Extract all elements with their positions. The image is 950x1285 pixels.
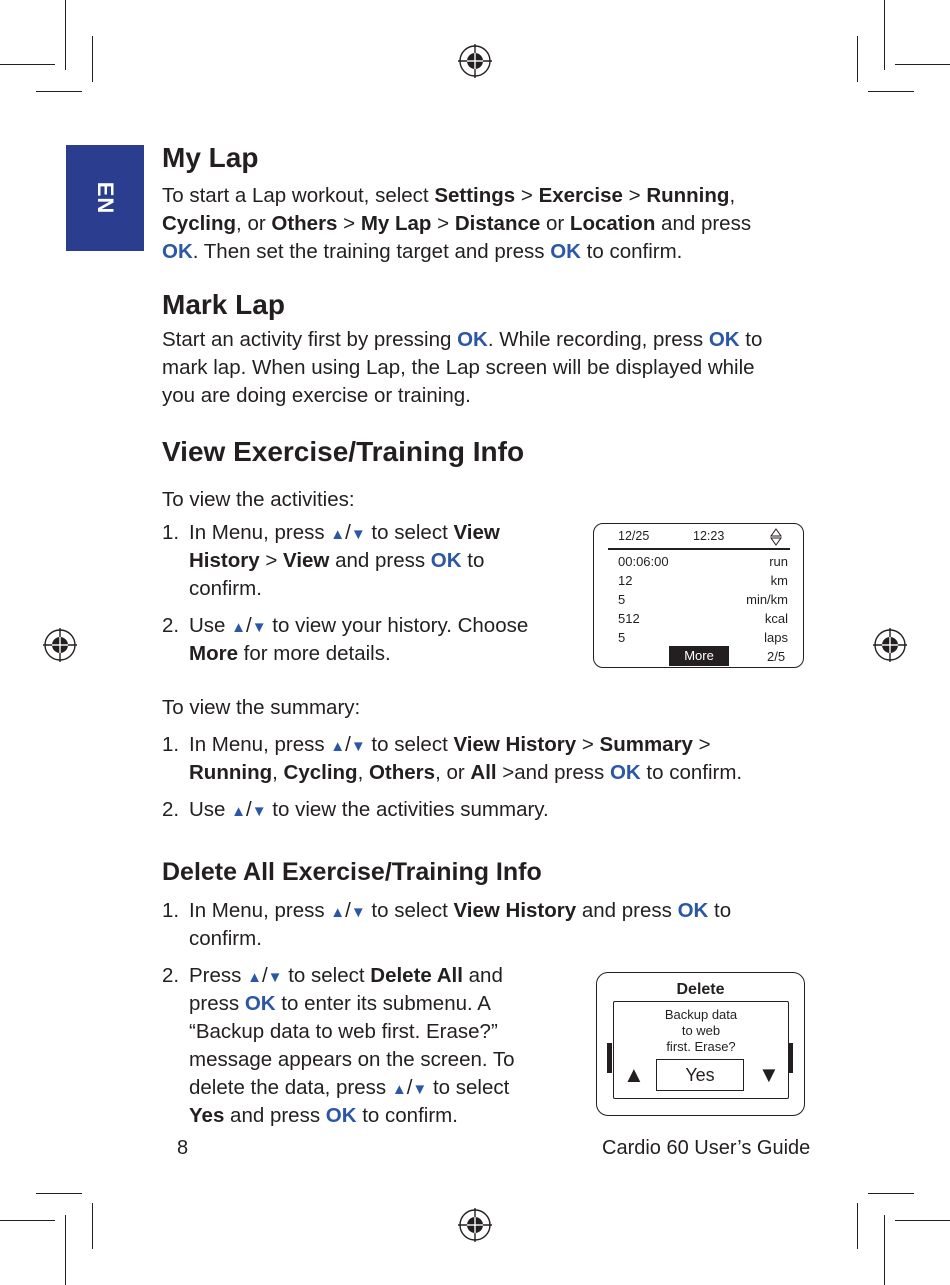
crop-mark: [895, 64, 950, 65]
screen-side-bar: [607, 1043, 612, 1073]
view-summary-intro: To view the summary:: [162, 696, 361, 719]
crop-mark: [65, 1215, 66, 1285]
down-arrow-icon[interactable]: ▼: [758, 1062, 780, 1087]
yes-button[interactable]: Yes: [656, 1059, 744, 1091]
registration-mark-icon: [43, 628, 77, 662]
history-device-screen: [593, 523, 804, 668]
crop-mark: [868, 1193, 914, 1194]
crop-mark: [0, 1220, 55, 1221]
page-number: 8: [177, 1137, 189, 1159]
crop-mark: [884, 0, 885, 70]
registration-mark-icon: [458, 1208, 492, 1242]
view-activities-intro: To view the activities:: [162, 488, 355, 511]
screen-row: 12 km: [618, 573, 788, 588]
list-item: 2. Use ▲/▼ to view your history. Choose More for more details.: [162, 614, 529, 665]
crop-mark: [857, 36, 858, 82]
delete-device-screen: [596, 972, 805, 1116]
scroll-arrows-icon: [770, 528, 782, 546]
crop-mark: [65, 0, 66, 70]
section-title-delete-info: Delete All Exercise/Training Info: [162, 858, 542, 886]
language-tab-label: EN: [93, 181, 118, 215]
screen-time: 12:23: [693, 529, 725, 543]
crop-mark: [92, 1203, 93, 1249]
screen-row: 512 kcal: [618, 611, 788, 626]
list-item: 2. Press ▲/▼ to select Delete All and press OK to enter its submenu. A “Backup data to web first. Erase?” message appears on the screen. To delete the data, press ▲/▼ to select Yes and press OK to confirm.: [162, 964, 515, 1127]
my-lap-line-1: To start a Lap workout, select Settings > Exercise > Running,: [162, 184, 736, 207]
crop-mark: [868, 91, 914, 92]
registration-mark-icon: [458, 44, 492, 78]
list-item: 1. In Menu, press ▲/▼ to select View History and press OK to confirm.: [162, 899, 732, 950]
screen-row: 5 min/km: [618, 592, 788, 607]
list-item: 2. Use ▲/▼ to view the activities summary.: [162, 798, 549, 821]
registration-mark-icon: [873, 628, 907, 662]
delete-screen-title: Delete: [676, 981, 725, 998]
section-title-my-lap: My Lap: [162, 142, 259, 173]
crop-mark: [36, 91, 82, 92]
mark-lap-line-2: mark lap. When using Lap, the Lap screen will be displayed while: [162, 356, 755, 379]
my-lap-line-2: Cycling, or Others > My Lap > Distance or Location and press: [162, 212, 752, 235]
guide-title: Cardio 60 User’s Guide: [602, 1137, 811, 1159]
my-lap-line-3: OK. Then set the training target and press OK to confirm.: [162, 240, 683, 263]
screen-divider: [608, 548, 790, 550]
list-item: 1. In Menu, press ▲/▼ to select View History > View and press OK to confirm.: [162, 521, 500, 600]
mark-lap-line-3: you are doing exercise or training.: [162, 384, 471, 407]
screen-date: 12/25: [618, 529, 650, 543]
crop-mark: [36, 1193, 82, 1194]
crop-mark: [92, 36, 93, 82]
screen-page-indicator: 2/5: [767, 649, 786, 664]
crop-mark: [895, 1220, 950, 1221]
more-button[interactable]: More: [669, 646, 729, 666]
crop-mark: [857, 1203, 858, 1249]
crop-mark: [884, 1215, 885, 1285]
crop-mark: [0, 64, 55, 65]
screen-row: 5 laps: [618, 630, 788, 645]
list-item: 1. In Menu, press ▲/▼ to select View History > Summary > Running, Cycling, Others, or All >and press OK to confirm.: [162, 733, 743, 784]
language-tab: [66, 145, 144, 251]
section-title-view-info: View Exercise/Training Info: [162, 436, 525, 467]
screen-row: 00:06:00 run: [618, 554, 788, 569]
mark-lap-line-1: Start an activity first by pressing OK. While recording, press OK to: [162, 328, 763, 351]
section-title-mark-lap: Mark Lap: [162, 289, 285, 320]
dialog-message: Backup data to web first. Erase?: [664, 1007, 738, 1054]
up-arrow-icon[interactable]: ▲: [623, 1062, 645, 1087]
erase-confirm-dialog: [613, 1001, 789, 1099]
